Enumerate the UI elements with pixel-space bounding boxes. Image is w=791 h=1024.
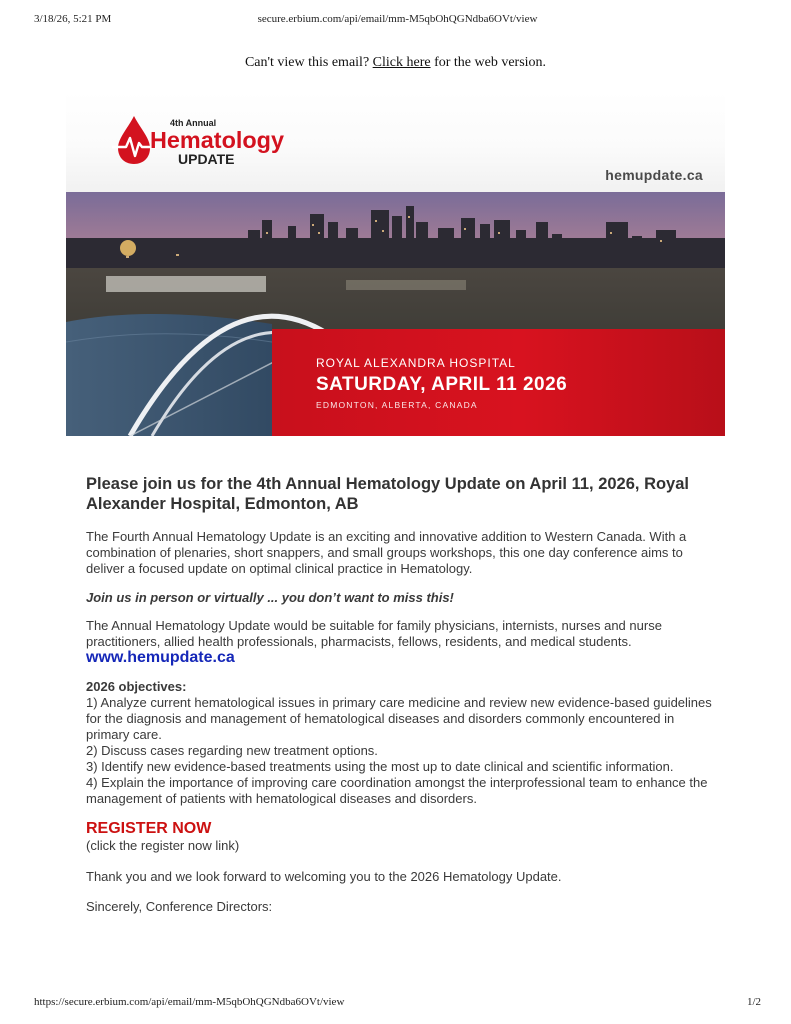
attend-callout: Join us in person or virtually ... you don’t want to miss this! xyxy=(86,590,454,605)
register-note: (click the register now link) xyxy=(86,838,240,853)
page-number: 1/2 xyxy=(746,996,761,1008)
footer-url: https://secure.erbium.com/api/email/mm-M5qbOhQGNdba6OVt/view xyxy=(34,996,345,1008)
objective-item: 4) Explain the importance of improving care coordination amongst the interprofessional team to enhance the management of patients with hematological diseases and disorders. xyxy=(86,775,708,806)
print-datetime: 3/18/26, 5:21 PM xyxy=(34,13,112,25)
event-location: EDMONTON, ALBERTA, CANADA xyxy=(316,400,478,410)
web-version-suffix: for the web version. xyxy=(434,55,547,70)
banner-header xyxy=(66,91,725,192)
web-version-prefix: Can't view this email? xyxy=(244,55,370,70)
banner-site-url: hemupdate.ca xyxy=(605,167,703,183)
print-url: secure.erbium.com/api/email/mm-M5qbOhQGNdba6OVt/view xyxy=(257,13,538,25)
email-body xyxy=(86,474,716,915)
print-footer xyxy=(34,996,761,1008)
logo-subtitle-text: UPDATE xyxy=(178,151,235,167)
objective-item: 2) Discuss cases regarding new treatment options. xyxy=(86,743,378,758)
event-venue: ROYAL ALEXANDRA HOSPITAL xyxy=(316,356,516,370)
intro-paragraph: The Fourth Annual Hematology Update is an exciting and innovative addition to Western Canada. With a combination of plenaries, short snappers, and small groups workshops, this one day conference aims to deliver a focused update on optimal clinical practice in Hematology. xyxy=(86,529,687,576)
logo-edition-text: 4th Annual xyxy=(170,118,217,128)
event-date: SATURDAY, APRIL 11 2026 xyxy=(316,374,568,395)
logo-title-text: Hematology xyxy=(150,127,285,153)
web-version-line xyxy=(0,55,791,71)
email-heading: Please join us for the 4th Annual Hematology Update on April 11, 2026, Royal Alexander Hospital, Edmonton, AB xyxy=(86,475,689,513)
event-banner[interactable] xyxy=(66,91,725,436)
signoff-text: Sincerely, Conference Directors: xyxy=(86,899,273,914)
audience-text: The Annual Hematology Update would be suitable for family physicians, internists, nurses and nurse practitioners, allied health professionals, pharmacists, fellows, residents, and medical students. xyxy=(86,618,662,649)
audience-paragraph xyxy=(86,618,716,666)
objectives-title: 2026 objectives: xyxy=(86,679,187,694)
thank-you-text: Thank you and we look forward to welcoming you to the 2026 Hematology Update. xyxy=(86,869,562,884)
event-details-box xyxy=(272,329,725,436)
objective-item: 3) Identify new evidence-based treatments using the most up to date clinical and scientific information. xyxy=(86,759,674,774)
website-link[interactable]: www.hemupdate.ca xyxy=(86,649,235,666)
objective-item: 1) Analyze current hematological issues in primary care medicine and review new evidence-based guidelines for the diagnosis and management of hematological diseases and disorders commonly encountered in primary care. xyxy=(86,695,712,742)
web-version-link[interactable]: Click here xyxy=(372,55,431,70)
hematology-update-logo xyxy=(112,114,292,170)
register-now-link[interactable]: REGISTER NOW xyxy=(86,820,212,837)
